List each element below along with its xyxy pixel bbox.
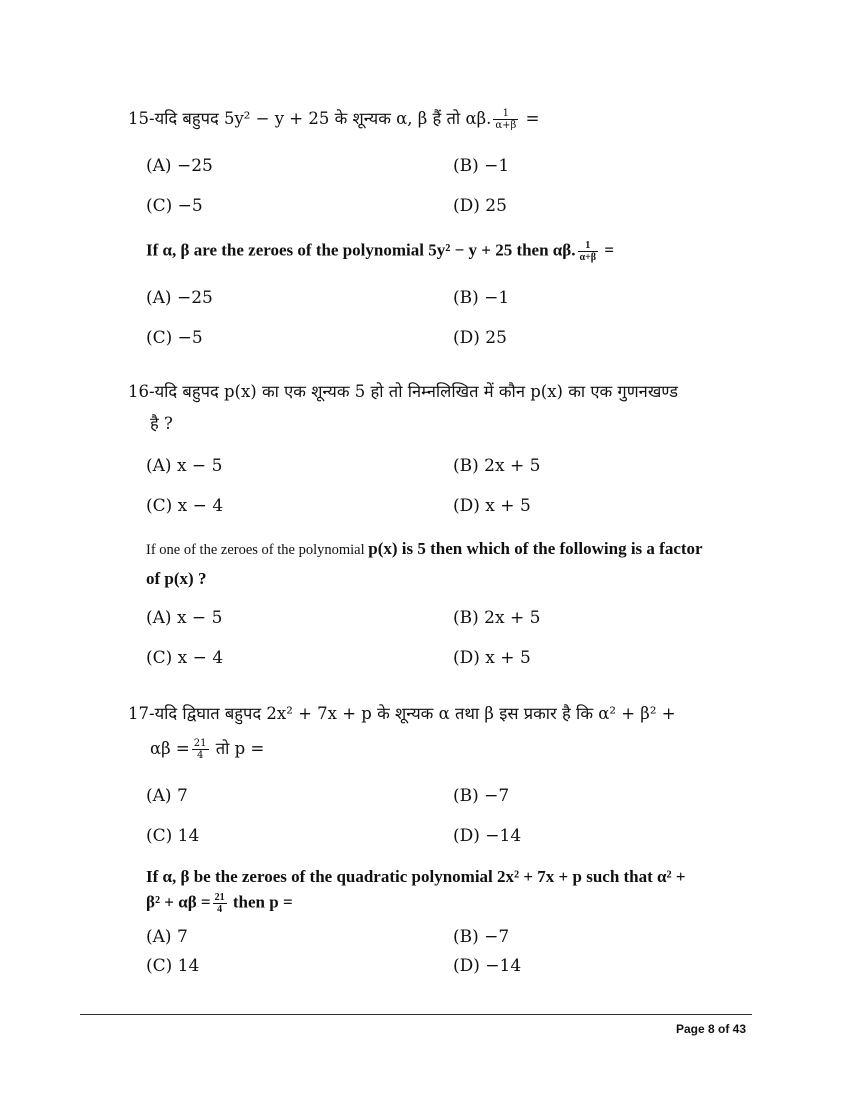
fraction-denominator: 4 xyxy=(196,750,204,761)
question-text-bold: p(x) is 5 then which of the following is a factor xyxy=(368,539,703,558)
question-17-hindi-cont xyxy=(150,738,264,761)
q17-english-option-c: (C) 14 xyxy=(146,956,200,976)
question-16-hindi-cont: है ? xyxy=(150,414,173,433)
fraction xyxy=(493,108,518,131)
fraction-numerator: 21 xyxy=(214,892,225,903)
q15-hindi-option-c: (C) −5 xyxy=(146,196,203,216)
equation-end: तो p = xyxy=(215,739,265,758)
q17-hindi-option-c: (C) 14 xyxy=(146,826,200,846)
question-number: 16- xyxy=(128,382,155,401)
q16-hindi-option-b: (B) 2x + 5 xyxy=(453,456,541,476)
q16-english-option-b: (B) 2x + 5 xyxy=(453,608,541,628)
question-17-hindi xyxy=(128,706,676,723)
fraction xyxy=(213,892,227,915)
q15-hindi-option-d: (D) 25 xyxy=(453,196,507,216)
question-text: यदि बहुपद 5y² − y + 25 के शून्यक α, β हैं तो αβ. xyxy=(154,109,492,128)
question-15-english xyxy=(146,240,614,263)
q16-english-option-a: (A) x − 5 xyxy=(146,608,223,628)
q17-english-option-d: (D) −14 xyxy=(453,956,522,976)
question-text-light: If one of the zeroes of the polynomial xyxy=(146,542,365,558)
equation-end: then p = xyxy=(232,892,293,912)
question-16-english xyxy=(146,540,703,558)
fraction-numerator: 1 xyxy=(578,240,599,252)
question-number: 17- xyxy=(128,704,155,723)
q16-english-option-d: (D) x + 5 xyxy=(453,648,531,668)
q15-english-option-b: (B) −1 xyxy=(453,288,510,308)
equation-start: αβ = xyxy=(150,739,190,758)
question-17-english-cont xyxy=(146,892,293,915)
q17-hindi-option-b: (B) −7 xyxy=(453,786,510,806)
q16-hindi-option-d: (D) x + 5 xyxy=(453,496,531,516)
q17-hindi-option-a: (A) 7 xyxy=(146,786,188,806)
q15-english-option-a: (A) −25 xyxy=(146,288,213,308)
q17-hindi-option-d: (D) −14 xyxy=(453,826,522,846)
q15-english-option-d: (D) 25 xyxy=(453,328,507,348)
footer-divider xyxy=(80,1014,752,1015)
question-17-english: If α, β be the zeroes of the quadratic polynomial 2x² + 7x + p such that α² + xyxy=(146,867,686,886)
fraction-denominator: 4 xyxy=(217,904,223,915)
fraction-numerator: 21 xyxy=(193,738,207,749)
fraction-denominator: α+β xyxy=(579,252,597,263)
q16-hindi-option-c: (C) x − 4 xyxy=(146,496,224,516)
page-number: Page 8 of 43 xyxy=(676,1022,747,1036)
question-text: यदि बहुपद p(x) का एक शून्यक 5 हो तो निम्नलिखित में कौन p(x) का एक गुणनखण्ड xyxy=(154,382,678,401)
q17-english-option-b: (B) −7 xyxy=(453,927,510,947)
fraction-denominator: α+β xyxy=(495,120,517,131)
equals-sign: = xyxy=(604,240,614,260)
question-15-hindi xyxy=(128,108,539,131)
question-16-hindi xyxy=(128,384,678,401)
question-text: If α, β are the zeroes of the polynomial 5y² − y + 25 then αβ. xyxy=(146,240,576,260)
q15-english-option-c: (C) −5 xyxy=(146,328,203,348)
q16-hindi-option-a: (A) x − 5 xyxy=(146,456,223,476)
q15-hindi-option-a: (A) −25 xyxy=(146,156,213,176)
q15-hindi-option-b: (B) −1 xyxy=(453,156,510,176)
fraction-numerator: 1 xyxy=(493,108,518,120)
fraction xyxy=(578,240,599,263)
question-text: यदि द्विघात बहुपद 2x² + 7x + p के शून्यक α तथा β इस प्रकार है कि α² + β² + xyxy=(154,704,676,723)
question-16-english-cont: of p(x) ? xyxy=(146,569,207,588)
equation-start: β² + αβ = xyxy=(146,892,211,912)
question-number: 15- xyxy=(128,109,155,128)
q17-english-option-a: (A) 7 xyxy=(146,927,188,947)
fraction xyxy=(192,738,209,761)
q16-english-option-c: (C) x − 4 xyxy=(146,648,224,668)
equals-sign: = xyxy=(525,109,540,128)
